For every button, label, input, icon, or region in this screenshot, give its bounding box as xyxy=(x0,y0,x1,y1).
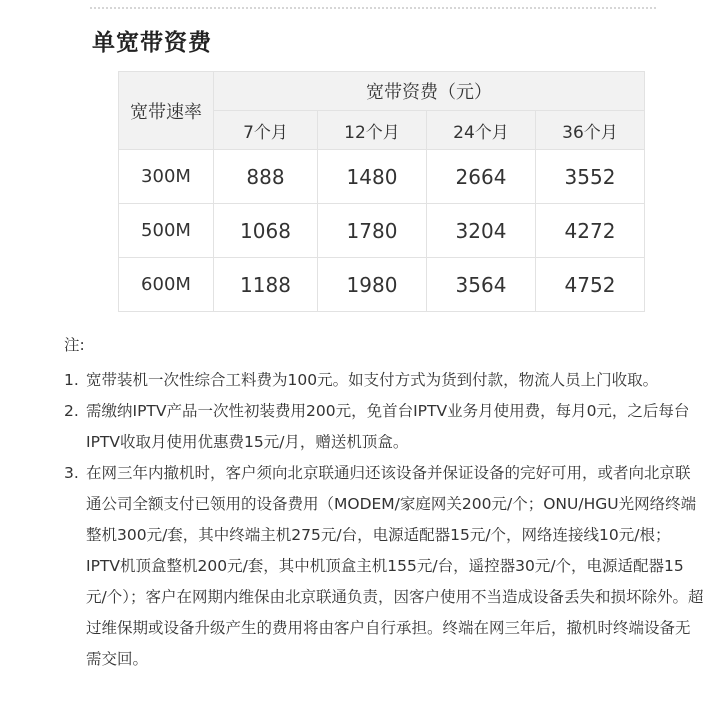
price-cell: 1068 xyxy=(214,204,318,258)
fee-header: 宽带资费（元） xyxy=(214,72,645,111)
duration-header-36: 36个月 xyxy=(536,111,645,150)
price-cell: 3552 xyxy=(536,150,645,204)
duration-header-7: 7个月 xyxy=(214,111,318,150)
note-item xyxy=(64,365,704,396)
price-cell: 3564 xyxy=(427,258,536,312)
duration-header-24: 24个月 xyxy=(427,111,536,150)
table-row xyxy=(119,258,645,312)
price-cell: 2664 xyxy=(427,150,536,204)
price-cell: 1188 xyxy=(214,258,318,312)
note-number: 2. xyxy=(64,402,79,420)
note-item xyxy=(64,396,704,458)
note-item xyxy=(64,458,704,675)
duration-header-12: 12个月 xyxy=(318,111,427,150)
rate-cell: 500M xyxy=(119,204,214,258)
price-cell: 888 xyxy=(214,150,318,204)
table-row xyxy=(119,204,645,258)
rate-header: 宽带速率 xyxy=(119,72,214,150)
price-cell: 3204 xyxy=(427,204,536,258)
table-row xyxy=(119,150,645,204)
note-text: 宽带装机一次性综合工料费为100元。如支付方式为货到付款，物流人员上门收取。 xyxy=(86,371,659,389)
price-cell: 1780 xyxy=(318,204,427,258)
note-number: 1. xyxy=(64,371,79,389)
price-cell: 4272 xyxy=(536,204,645,258)
price-cell: 1480 xyxy=(318,150,427,204)
section-title: 单宽带资费 xyxy=(92,30,212,56)
fee-table xyxy=(118,71,645,312)
notes-section xyxy=(64,330,704,675)
rate-cell: 300M xyxy=(119,150,214,204)
note-text: 需缴纳IPTV产品一次性初装费用200元，免首台IPTV业务月使用费，每月0元，之后每台IPTV收取月使用优惠费15元/月，赠送机顶盒。 xyxy=(86,402,690,451)
rate-cell: 600M xyxy=(119,258,214,312)
price-cell: 1980 xyxy=(318,258,427,312)
note-text: 在网三年内撤机时，客户须向北京联通归还该设备并保证设备的完好可用，或者向北京联通公司全额支付已领用的设备费用（MODEM/家庭网关200元/个；ONU/HGU光网络终端整机300元/套，其中终端主机275元/台，电源适配器15元/个，网络连接线10元/根；IPTV机顶盒整机200元/套，其中机顶盒主机155元/台，遥控器30元/个，电源适配器15元/个）；客户在网期内维保由北京联通负责，因客户使用不当造成设备丢失和损坏除外。超过维保期或设备升级产生的费用将由客户自行承担。终端在网三年后，撤机时终端设备无需交回。 xyxy=(86,464,704,668)
top-dotted-divider xyxy=(90,7,656,9)
notes-label: 注: xyxy=(64,336,85,354)
price-cell: 4752 xyxy=(536,258,645,312)
note-number: 3. xyxy=(64,464,79,482)
